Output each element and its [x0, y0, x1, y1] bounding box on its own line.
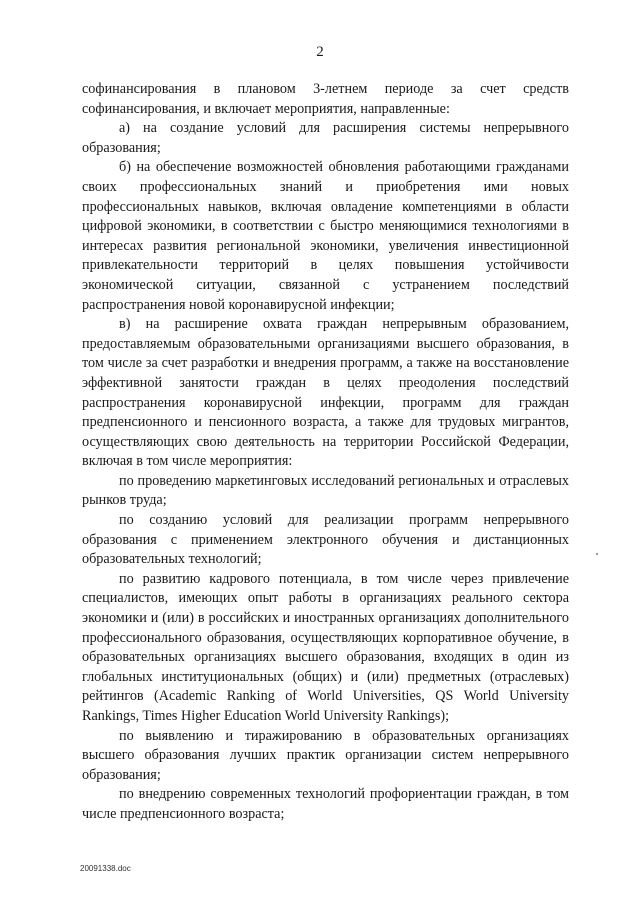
paragraph: в) на расширение охвата граждан непрерывным образованием, предоставляемым образовательными организациями высшего образования, в том числе за счет разработки и внедрения программ, а также на восстановление эффективной занятости граждан в целях преодоления последствий распространения коронавирусной инфекции, программ для граждан предпенсионного и пенсионного возраста, а также для трудовых мигрантов, осуществляющих свою деятельность на территории Российской Федерации, включая в том числе мероприятия: [82, 316, 569, 470]
scan-speck [596, 553, 598, 555]
paragraph: по проведению маркетинговых исследований региональных и отраслевых рынков труда; [82, 472, 569, 509]
paragraph: по внедрению современных технологий профориентации граждан, в том числе предпенсионного возраста; [82, 786, 569, 822]
file-name-footer: 20091338.doc [80, 864, 131, 873]
page-number: 2 [316, 44, 324, 60]
paragraph: по созданию условий для реализации программ непрерывного образования с применением электронного обучения и дистанционных образовательных технологий; [82, 512, 569, 568]
paragraph: а) на создание условий для расширения системы непрерывного образования; [82, 120, 569, 156]
paragraph: софинансирования в плановом 3-летнем периоде за счет средств софинансирования, и включает мероприятия, направленные: [82, 81, 569, 117]
paragraph: по выявлению и тиражированию в образовательных организациях высшего образования лучших практик организации систем непрерывного образования; [82, 727, 569, 783]
paragraph: по развитию кадрового потенциала, в том числе через привлечение специалистов, имеющих опыт работы в организациях реального сектора экономики и (или) в российских и иностранных организациях дополнительного профессионального образования, осуществляющих корпоративное обучение, в образовательных организациях высшего образования, входящих в один из глобальных институциональных (общих) и (или) предметных (отраслевых) рейтингов (Academic Ranking of World Universities, QS World University Rankings, Times Higher Education World University Rankings); [82, 570, 569, 724]
paragraph: б) на обеспечение возможностей обновления работающими гражданами своих профессиональных знаний и приобретения ими новых профессиональных навыков, включая овладение компетенциями в области цифровой экономики, в соответствии с быстро меняющимися технологиями в интересах развития региональной экономики, увеличения инвестиционной привлекательности территорий в целях повышения устойчивости экономической ситуации, связанной с устранением последствий распространения новой коронавирусной инфекции; [82, 159, 569, 313]
document-body [82, 80, 569, 825]
